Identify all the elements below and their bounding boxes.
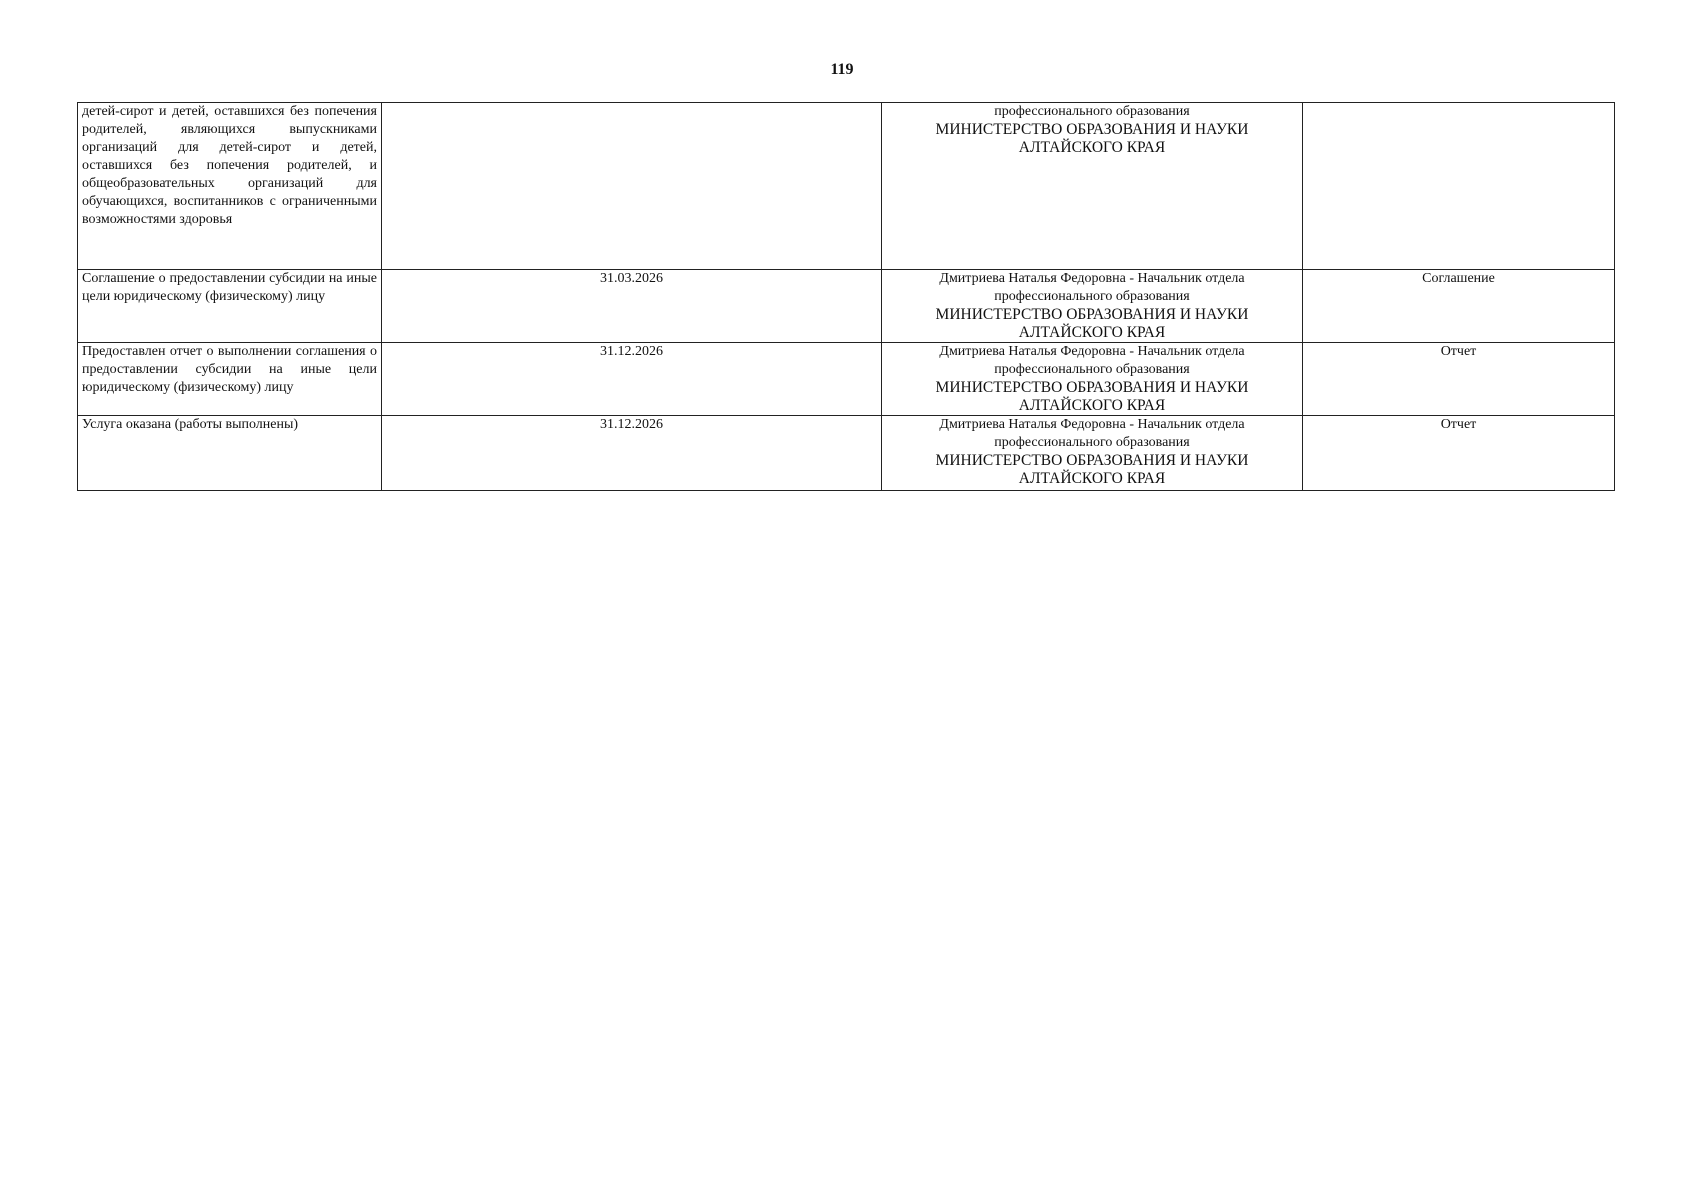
responsible-organization: МИНИСТЕРСТВО ОБРАЗОВАНИЯ И НАУКИ АЛТАЙСКОГО КРАЯ bbox=[935, 121, 1249, 156]
event-description: Услуга оказана (работы выполнены) bbox=[78, 416, 382, 491]
responsible-department: профессионального образования bbox=[994, 104, 1190, 119]
responsible-organization: МИНИСТЕРСТВО ОБРАЗОВАНИЯ И НАУКИ АЛТАЙСКОГО КРАЯ bbox=[935, 306, 1249, 341]
table-row bbox=[78, 270, 1615, 343]
control-points-table bbox=[77, 102, 1615, 491]
confirming-document: Отчет bbox=[1303, 416, 1615, 491]
responsible-executor bbox=[882, 103, 1303, 270]
responsible-person: Дмитриева Наталья Федоровна - Начальник отдела bbox=[939, 417, 1245, 432]
confirming-document: Отчет bbox=[1303, 343, 1615, 416]
responsible-department: профессионального образования bbox=[994, 362, 1190, 377]
page-number: 119 bbox=[830, 61, 854, 78]
responsible-department: профессионального образования bbox=[994, 289, 1190, 304]
responsible-person: Дмитриева Наталья Федоровна - Начальник отдела bbox=[939, 271, 1245, 286]
responsible-executor bbox=[882, 270, 1303, 343]
event-description: Предоставлен отчет о выполнении соглашения о предоставлении субсидии на иные цели юридическому (физическому) лицу bbox=[78, 343, 382, 416]
table-row bbox=[78, 416, 1615, 491]
due-date: 31.03.2026 bbox=[382, 270, 882, 343]
responsible-executor bbox=[882, 343, 1303, 416]
responsible-organization: МИНИСТЕРСТВО ОБРАЗОВАНИЯ И НАУКИ АЛТАЙСКОГО КРАЯ bbox=[935, 379, 1249, 414]
event-description: детей-сирот и детей, оставшихся без попечения родителей, являющихся выпускниками организаций для детей-сирот и детей, оставшихся без попечения родителей, и общеобразовательных организаций для обучающихся, воспитанников с ограниченными возможностями здоровья bbox=[78, 103, 382, 270]
due-date: 31.12.2026 bbox=[382, 343, 882, 416]
responsible-executor bbox=[882, 416, 1303, 491]
confirming-document bbox=[1303, 103, 1615, 270]
confirming-document: Соглашение bbox=[1303, 270, 1615, 343]
responsible-person: Дмитриева Наталья Федоровна - Начальник отдела bbox=[939, 344, 1245, 359]
table-row bbox=[78, 103, 1615, 270]
event-description: Соглашение о предоставлении субсидии на иные цели юридическому (физическому) лицу bbox=[78, 270, 382, 343]
due-date: 31.12.2026 bbox=[382, 416, 882, 491]
table-row bbox=[78, 343, 1615, 416]
responsible-organization: МИНИСТЕРСТВО ОБРАЗОВАНИЯ И НАУКИ АЛТАЙСКОГО КРАЯ bbox=[935, 452, 1249, 487]
due-date bbox=[382, 103, 882, 270]
responsible-department: профессионального образования bbox=[994, 435, 1190, 450]
